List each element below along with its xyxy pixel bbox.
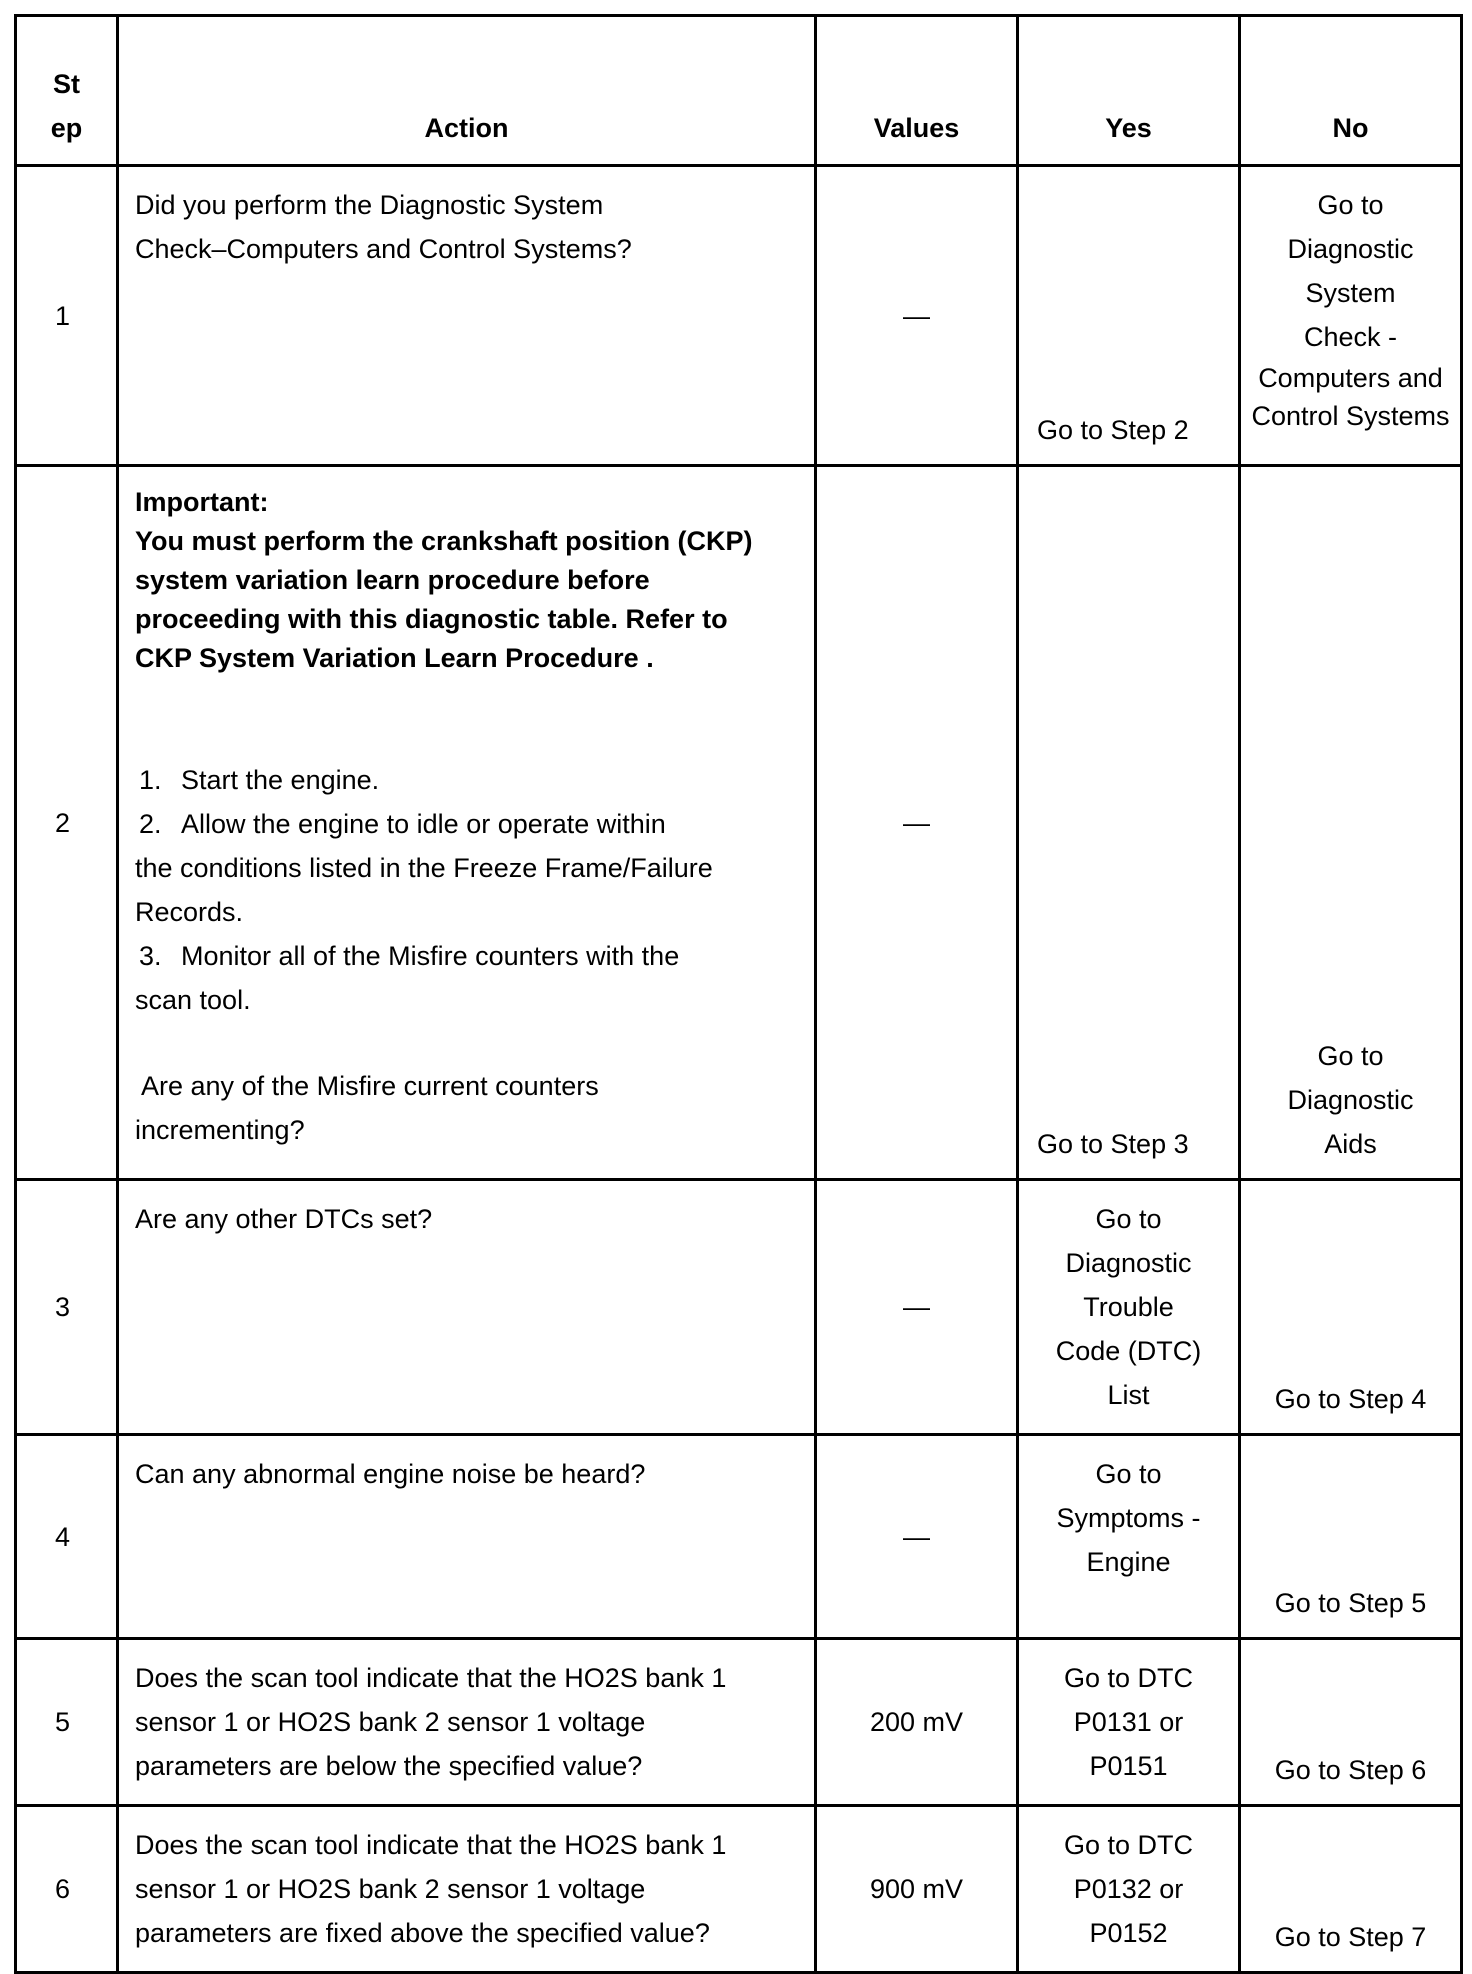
no-line: Diagnostic: [1287, 234, 1414, 264]
step-number: 2: [16, 466, 118, 1180]
yes-link-dtc-list[interactable]: [1018, 1180, 1240, 1435]
table-row-step-5: [16, 1639, 1462, 1806]
yes-line: Engine: [1086, 1547, 1171, 1577]
list-number: 1.: [139, 765, 162, 795]
yes-link-go-to-step-2[interactable]: Go to Step 2: [1018, 166, 1240, 466]
yes-line: Symptoms -: [1056, 1503, 1201, 1533]
action-cell: [118, 1435, 816, 1639]
list-text: Monitor all of the Misfire counters with the: [181, 941, 680, 971]
spacer: [135, 722, 798, 758]
no-line: System: [1305, 278, 1396, 308]
action-line: Does the scan tool indicate that the HO2S bank 1: [135, 1663, 727, 1693]
step-number: 6: [16, 1806, 118, 1973]
values-cell: —: [816, 166, 1018, 466]
list-number: 2.: [139, 809, 162, 839]
important-line: Important:: [135, 487, 269, 517]
action-line: scan tool.: [135, 985, 251, 1015]
no-link-diagnostic-aids[interactable]: [1240, 466, 1462, 1180]
spacer: [135, 678, 798, 722]
table-row-step-3: [16, 1180, 1462, 1435]
spacer: [135, 1022, 798, 1064]
yes-line: Diagnostic: [1065, 1248, 1192, 1278]
yes-line: Go to: [1095, 1204, 1162, 1234]
yes-link-symptoms-engine[interactable]: [1018, 1435, 1240, 1639]
no-line: Aids: [1324, 1129, 1377, 1159]
header-no: No: [1240, 16, 1462, 166]
no-link-diagnostic-system-check[interactable]: [1240, 166, 1462, 466]
list-item: [135, 934, 798, 978]
diagnostic-table: [14, 14, 1463, 1974]
action-line: Check–Computers and Control Systems?: [135, 234, 632, 264]
yes-line: Code (DTC): [1055, 1336, 1202, 1366]
header-yes: Yes: [1018, 16, 1240, 166]
no-link-go-to-step-4[interactable]: Go to Step 4: [1240, 1180, 1462, 1435]
action-line: sensor 1 or HO2S bank 2 sensor 1 voltage: [135, 1874, 646, 1904]
header-values: Values: [816, 16, 1018, 166]
no-line: Go to: [1317, 190, 1384, 220]
no-link-go-to-step-6[interactable]: Go to Step 6: [1240, 1639, 1462, 1806]
no-line: Computers and: [1258, 363, 1443, 393]
important-line: system variation learn procedure before: [135, 565, 650, 595]
no-link-go-to-step-7[interactable]: Go to Step 7: [1240, 1806, 1462, 1973]
action-cell: [118, 166, 816, 466]
action-line: sensor 1 or HO2S bank 2 sensor 1 voltage: [135, 1707, 646, 1737]
yes-link-dtc-p0132-p0152[interactable]: [1018, 1806, 1240, 1973]
action-cell: [118, 1639, 816, 1806]
yes-line: Trouble: [1083, 1292, 1174, 1322]
table-row-step-1: [16, 166, 1462, 466]
no-link-go-to-step-5[interactable]: Go to Step 5: [1240, 1435, 1462, 1639]
important-note: [135, 483, 798, 678]
values-cell: —: [816, 466, 1018, 1180]
header-step-line1: St: [53, 69, 80, 99]
header-action: Action: [118, 16, 816, 166]
step-number: 3: [16, 1180, 118, 1435]
yes-line: Go to DTC: [1063, 1663, 1194, 1693]
list-item: [135, 758, 798, 802]
step-number: 1: [16, 166, 118, 466]
yes-line: P0132 or: [1073, 1874, 1184, 1904]
yes-line: P0151: [1089, 1751, 1168, 1781]
values-cell: —: [816, 1435, 1018, 1639]
table-row-step-4: [16, 1435, 1462, 1639]
no-line: Diagnostic: [1287, 1085, 1414, 1115]
yes-link-go-to-step-3[interactable]: Go to Step 3: [1018, 466, 1240, 1180]
action-line: parameters are below the specified value?: [135, 1751, 643, 1781]
yes-line: P0152: [1089, 1918, 1168, 1948]
action-line: Are any other DTCs set?: [135, 1204, 433, 1234]
values-cell: —: [816, 1180, 1018, 1435]
yes-line: P0131 or: [1073, 1707, 1184, 1737]
action-line: Does the scan tool indicate that the HO2S bank 1: [135, 1830, 727, 1860]
step-number: 5: [16, 1639, 118, 1806]
question-line: incrementing?: [135, 1115, 305, 1145]
step-number: 4: [16, 1435, 118, 1639]
action-line: the conditions listed in the Freeze Frame/Failure: [135, 853, 713, 883]
no-line: Check -: [1303, 322, 1398, 352]
action-line: Did you perform the Diagnostic System: [135, 190, 604, 220]
table-row-step-6: [16, 1806, 1462, 1973]
action-line: Records.: [135, 897, 244, 927]
list-item: [135, 802, 798, 846]
question-line: Are any of the Misfire current counters: [135, 1071, 599, 1101]
table-row-step-2: [16, 466, 1462, 1180]
yes-line: Go to DTC: [1063, 1830, 1194, 1860]
header-step-line2: ep: [50, 113, 83, 143]
list-text: Allow the engine to idle or operate within: [181, 809, 666, 839]
list-text: Start the engine.: [181, 765, 380, 795]
no-line: Go to: [1317, 1041, 1384, 1071]
header-step: [16, 16, 118, 166]
diagnostic-table-sheet: [14, 14, 1460, 1974]
yes-line: Go to: [1095, 1459, 1162, 1489]
action-cell: [118, 466, 816, 1180]
no-line: Control Systems: [1251, 401, 1450, 431]
values-cell: 900 mV: [816, 1806, 1018, 1973]
values-cell: 200 mV: [816, 1639, 1018, 1806]
action-cell: [118, 1180, 816, 1435]
yes-link-dtc-p0131-p0151[interactable]: [1018, 1639, 1240, 1806]
yes-line: List: [1107, 1380, 1150, 1410]
important-line: CKP System Variation Learn Procedure .: [135, 643, 654, 673]
action-cell: [118, 1806, 816, 1973]
list-number: 3.: [139, 941, 162, 971]
action-line: Can any abnormal engine noise be heard?: [135, 1459, 646, 1489]
action-line: parameters are fixed above the specified value?: [135, 1918, 710, 1948]
important-line: You must perform the crankshaft position (CKP): [135, 526, 753, 556]
important-line: proceeding with this diagnostic table. Refer to: [135, 604, 728, 634]
header-row: [16, 16, 1462, 166]
